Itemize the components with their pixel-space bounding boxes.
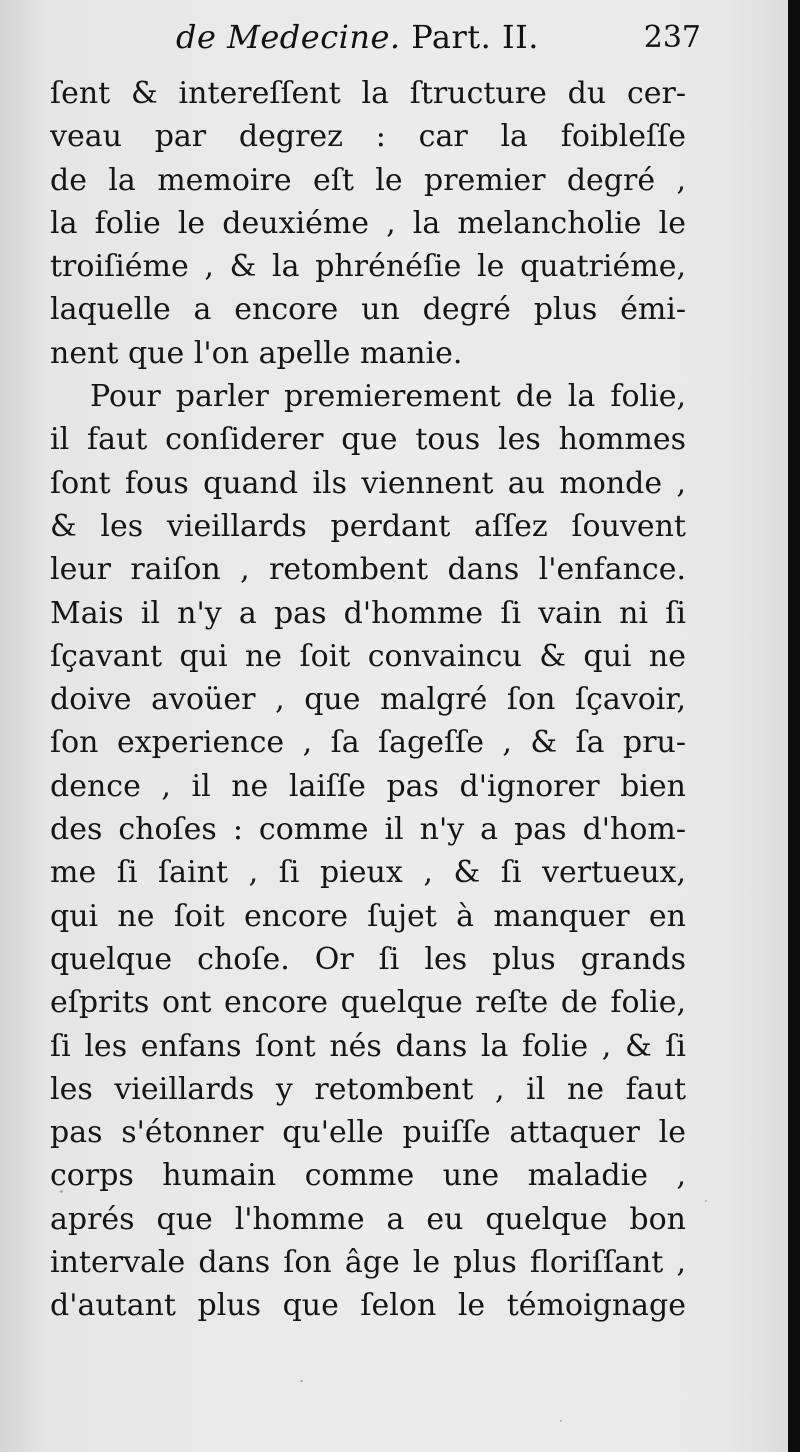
text-line: & les vieillards perdant aſſez ſouvent	[50, 508, 686, 544]
running-title	[176, 18, 539, 56]
running-header	[176, 14, 701, 66]
text-line: aprés que l'homme a eu quelque bon	[50, 1201, 686, 1237]
text-line: la folie le deuxiéme , la melancholie le	[50, 205, 686, 241]
text-line: les vieillards y retombent , il ne faut	[50, 1071, 686, 1107]
text-line: laquelle a encore un degré plus émi-	[50, 292, 686, 328]
text-line: Pour parler premierement de la folie,	[90, 379, 686, 415]
text-line: de la memoire eſt le premier degré ,	[50, 162, 686, 198]
running-title-text: de Medecine.	[176, 18, 401, 56]
paper-speck	[560, 1420, 562, 1422]
text-line: nent que l'on apelle manie.	[50, 335, 463, 371]
text-line: des choſes : comme il n'y a pas d'hom-	[50, 812, 686, 848]
page-number: 237	[643, 20, 701, 55]
text-line: ſont fous quand ils viennent au monde ,	[50, 465, 686, 501]
paper-speck	[705, 1200, 707, 1202]
text-line: d'autant plus que ſelon le témoignage	[50, 1288, 686, 1324]
text-line: dence , il ne laiſſe pas d'ignorer bien	[50, 768, 686, 804]
text-line: veau par degrez : car la foibleſſe	[50, 119, 686, 155]
text-line: leur raiſon , retombent dans l'enfance.	[50, 552, 686, 588]
text-line: corps humain comme une maladie ,	[50, 1158, 686, 1194]
text-line: ſçavant qui ne ſoit convaincu & qui ne	[50, 638, 686, 674]
text-line: eſprits ont encore quelque reſte de folie,	[50, 985, 686, 1021]
text-line: troiſiéme , & la phrénéſie le quatriéme,	[50, 249, 686, 285]
text-line: ſi les enfans ſont nés dans la folie , & ſi	[50, 1028, 686, 1064]
part-label: Part. II.	[411, 18, 539, 56]
text-line: il faut conſiderer que tous les hommes	[50, 422, 686, 458]
text-line: ſon experience , ſa ſageſſe , & ſa pru-	[50, 725, 686, 761]
text-line: intervale dans ſon âge le plus floriſſant ,	[50, 1245, 686, 1281]
text-line: quelque choſe. Or ſi les plus grands	[50, 941, 686, 977]
text-line: me ſi ſaint , ſi pieux , & ſi vertueux,	[50, 855, 686, 891]
text-line: ſent & intereſſent la ſtructure du cer-	[50, 76, 686, 111]
page-body	[50, 72, 686, 1328]
text-line: pas s'étonner qu'elle puiſſe attaquer le	[50, 1115, 686, 1151]
text-line: qui ne ſoit encore ſujet à manquer en	[50, 898, 686, 934]
text-line: doive avoüer , que malgré ſon ſçavoir,	[50, 682, 686, 718]
text-line: Mais il n'y a pas d'homme ſi vain ni ſi	[50, 595, 686, 631]
page-edge-shadow	[788, 0, 800, 1452]
paper-speck	[300, 1380, 303, 1382]
